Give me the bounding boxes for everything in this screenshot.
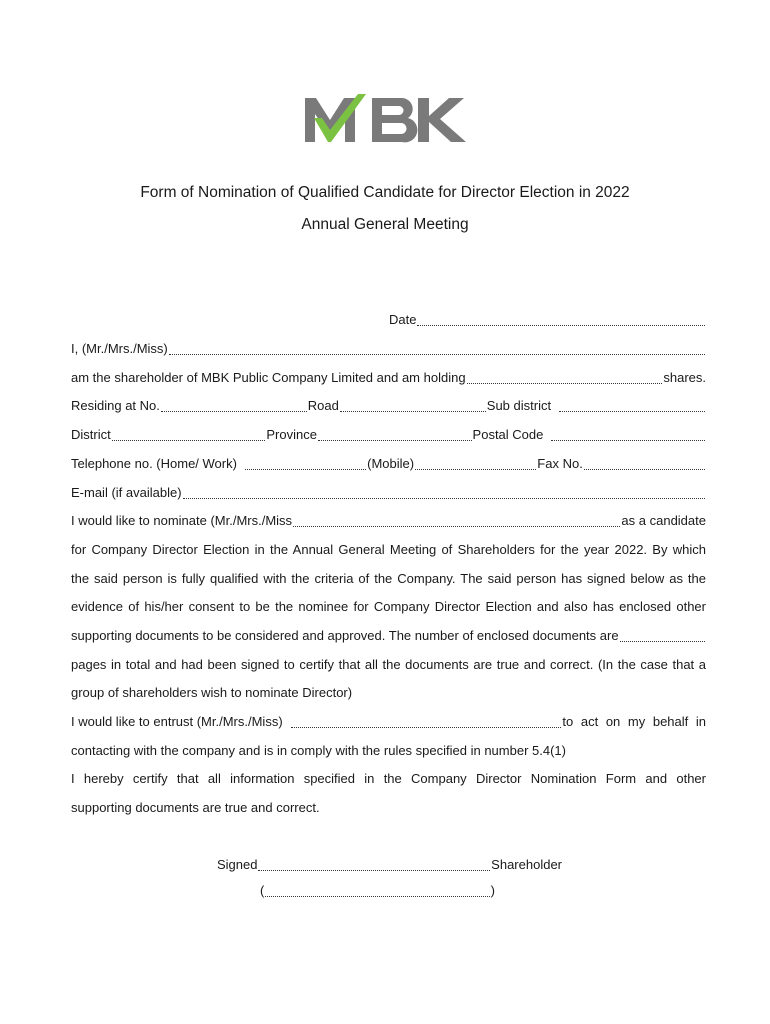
postal-label: Postal Code bbox=[472, 427, 544, 442]
shareholder-label: am the shareholder of MBK Public Company Limited and am holding bbox=[71, 370, 466, 385]
shares-suffix: shares. bbox=[663, 370, 706, 385]
province-label: Province bbox=[266, 427, 317, 442]
name-field[interactable] bbox=[169, 343, 705, 355]
mobile-field[interactable] bbox=[415, 458, 536, 470]
logo-b-shape bbox=[372, 98, 417, 142]
nominate-row bbox=[71, 513, 706, 529]
logo-check-mark bbox=[314, 94, 366, 142]
documents-label: supporting documents to be considered and approved. The number of enclosed documents are bbox=[71, 628, 619, 643]
paragraph-text-2: the said person is fully qualified with the criteria of the Company. The said person has signed below as the bbox=[71, 571, 706, 586]
paragraph-line bbox=[71, 542, 706, 558]
email-field[interactable] bbox=[183, 487, 705, 499]
signature-row bbox=[217, 857, 562, 873]
residing-field[interactable] bbox=[161, 400, 307, 412]
road-label: Road bbox=[307, 398, 339, 413]
candidate-suffix: as a candidate bbox=[621, 513, 706, 528]
telephone-label: Telephone no. (Home/ Work) bbox=[71, 456, 237, 471]
printed-name-row bbox=[260, 883, 495, 899]
form-subtitle: Annual General Meeting bbox=[301, 216, 469, 233]
logo-k-shape bbox=[418, 98, 466, 142]
telephone-field[interactable] bbox=[245, 458, 366, 470]
paragraph-line bbox=[71, 685, 706, 701]
signed-label: Signed bbox=[217, 857, 258, 872]
form-title: Form of Nomination of Qualified Candidate for Director Election in 2022 bbox=[140, 184, 630, 201]
shares-row bbox=[71, 370, 706, 386]
certify-text-1: I hereby certify that all information specified in the Company Director Nomination Form and other bbox=[71, 771, 706, 786]
date-field[interactable] bbox=[417, 314, 705, 326]
signature-field[interactable] bbox=[258, 859, 490, 871]
paragraph-line bbox=[71, 743, 706, 759]
postal-field[interactable] bbox=[551, 429, 705, 441]
documents-count-field[interactable] bbox=[620, 630, 705, 642]
certify-text-2: supporting documents are true and correct. bbox=[71, 800, 320, 815]
entrust-suffix: to act on my behalf in bbox=[562, 714, 706, 729]
entrust-field[interactable] bbox=[291, 716, 562, 728]
paragraph-line bbox=[71, 657, 706, 673]
paren-open: ( bbox=[260, 883, 265, 898]
paragraph-text-1: for Company Director Election in the Annual General Meeting of Shareholders for the year 2022. By which bbox=[71, 542, 706, 557]
subdistrict-label: Sub district bbox=[486, 398, 552, 413]
paragraph-text-3: evidence of his/her consent to be the nominee for Company Director Election and also has enclosed other bbox=[71, 599, 706, 614]
fax-label: Fax No. bbox=[537, 456, 583, 471]
entrust-label: I would like to entrust (Mr./Mrs./Miss) bbox=[71, 714, 283, 729]
name-row bbox=[71, 341, 706, 357]
paragraph-line bbox=[71, 800, 706, 816]
paragraph-line bbox=[71, 771, 706, 787]
nominate-label: I would like to nominate (Mr./Mrs./Miss bbox=[71, 513, 293, 528]
residing-label: Residing at No. bbox=[71, 398, 160, 413]
documents-row bbox=[71, 628, 706, 644]
mobile-label: (Mobile) bbox=[367, 456, 415, 471]
entrust-row bbox=[71, 714, 706, 730]
district-label: District bbox=[71, 427, 111, 442]
subdistrict-field[interactable] bbox=[559, 400, 705, 412]
district-row bbox=[71, 427, 706, 443]
district-field[interactable] bbox=[112, 429, 266, 441]
date-label: Date bbox=[389, 312, 417, 327]
telephone-row bbox=[71, 456, 706, 472]
road-field[interactable] bbox=[340, 400, 486, 412]
email-label: E-mail (if available) bbox=[71, 485, 182, 500]
fax-field[interactable] bbox=[584, 458, 705, 470]
entrust-text-2: contacting with the company and is in comply with the rules specified in number 5.4(1) bbox=[71, 743, 566, 758]
paragraph-line bbox=[71, 599, 706, 615]
mbk-logo bbox=[300, 92, 475, 148]
paragraph-line bbox=[71, 571, 706, 587]
paren-close: ) bbox=[490, 883, 495, 898]
name-label: I, (Mr./Mrs./Miss) bbox=[71, 341, 168, 356]
paragraph-text-6: group of shareholders wish to nominate Director) bbox=[71, 685, 353, 700]
province-field[interactable] bbox=[318, 429, 472, 441]
printed-name-field[interactable] bbox=[265, 885, 489, 897]
shares-field[interactable] bbox=[467, 372, 663, 384]
email-row bbox=[71, 485, 706, 501]
paragraph-text-5: pages in total and had been signed to certify that all the documents are true and correct. (In the case that a bbox=[71, 657, 706, 672]
nominee-field[interactable] bbox=[293, 515, 620, 527]
shareholder-label: Shareholder bbox=[491, 857, 562, 872]
date-row bbox=[389, 312, 706, 328]
address-row bbox=[71, 398, 706, 414]
